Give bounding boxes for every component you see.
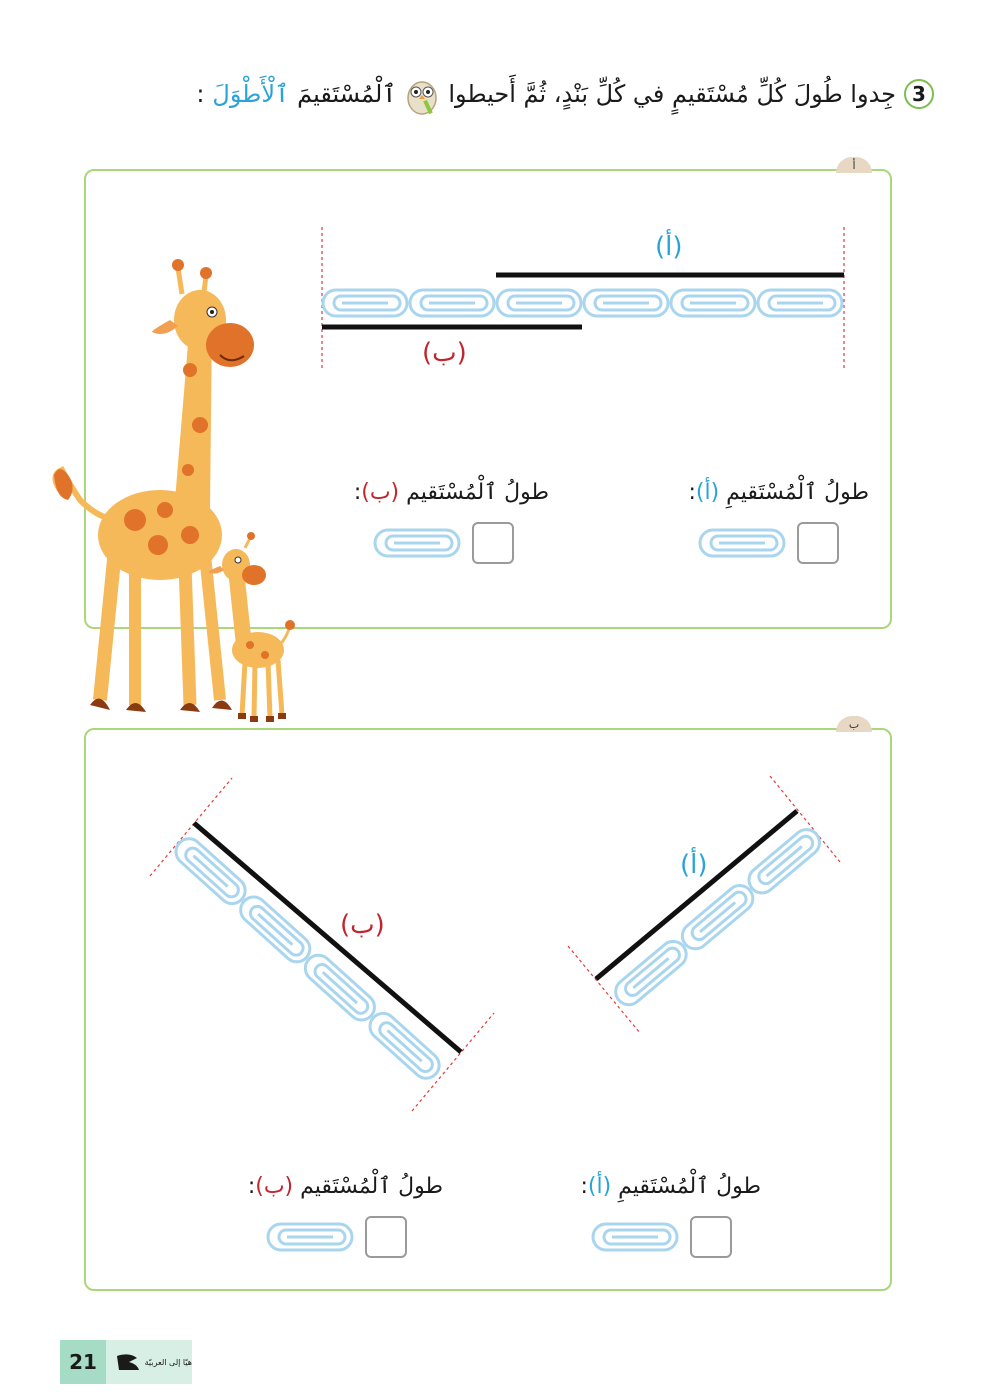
instruction-text: جِدوا طُولَ كُلِّ مُسْتَقيمٍ في كُلِّ بَنْدٍ، ثُمَّ أَحيطوا <box>448 80 896 108</box>
section-a-caption-a <box>688 480 869 505</box>
big-giraffe <box>54 259 254 712</box>
caption-text: طولُ ٱلْمُسْتَقيم <box>406 480 549 505</box>
instruction-line <box>54 68 934 120</box>
label-line-b: (ب) <box>422 338 467 368</box>
section-a-caption-b <box>354 480 549 505</box>
answer-box-a[interactable] <box>690 1216 732 1258</box>
caption-colon: : <box>580 1174 588 1199</box>
caption-colon: : <box>688 480 696 505</box>
logo-text: هيّا إلى العربيّة <box>144 1357 192 1367</box>
instruction-highlight: ٱلْأَطْوَلَ <box>212 80 290 108</box>
diagonal-b <box>150 778 494 1111</box>
caption-label: (ب) <box>255 1174 294 1199</box>
instruction-text-after: ٱلْمُسْتَقيمَ <box>297 80 397 108</box>
caption-text: طولُ ٱلْمُسْتَقيم <box>300 1174 443 1199</box>
instruction-colon: : <box>196 80 205 108</box>
owl-pencil-icon <box>404 72 440 116</box>
label-diagonal-b: (ب) <box>340 910 385 940</box>
section-b-caption-b <box>248 1174 443 1199</box>
caption-colon: : <box>353 480 362 505</box>
section-b-figure <box>84 728 892 1291</box>
question-number-badge: 3 <box>904 79 934 109</box>
paperclip-icon <box>593 1224 677 1250</box>
answer-box-b[interactable] <box>472 522 514 564</box>
caption-label: (أ) <box>587 1174 612 1199</box>
paperclip-icon <box>375 530 459 556</box>
caption-text: طولُ ٱلْمُسْتَقيمِ <box>618 1174 761 1199</box>
label-line-a: (أ) <box>655 232 683 262</box>
paperclip-icon <box>700 530 784 556</box>
giraffe-illustration <box>40 250 300 730</box>
caption-label: (ب) <box>361 480 400 505</box>
label-diagonal-a: (أ) <box>680 850 708 880</box>
publisher-logo <box>106 1340 192 1384</box>
paperclip-icon <box>268 1224 352 1250</box>
caption-label: (أ) <box>695 480 720 505</box>
answer-box-b[interactable] <box>365 1216 407 1258</box>
paperclip-row <box>323 290 842 316</box>
page-number: 21 <box>60 1340 106 1384</box>
logo-mark-icon <box>115 1352 141 1372</box>
answer-box-a[interactable] <box>797 522 839 564</box>
diagonal-a <box>568 776 840 1033</box>
section-b-tab: ب <box>836 716 872 732</box>
section-a-tab: أ <box>836 157 872 173</box>
section-b-caption-a <box>580 1174 761 1199</box>
caption-text: طولُ ٱلْمُسْتَقيمِ <box>726 480 869 505</box>
caption-colon: : <box>247 1174 256 1199</box>
